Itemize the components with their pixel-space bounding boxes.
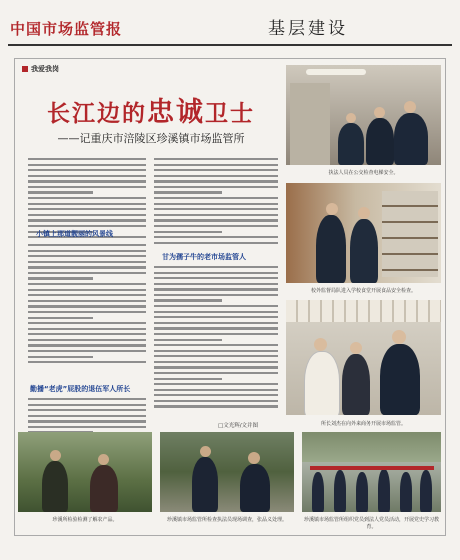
- text-line: [28, 186, 146, 188]
- text-line: [154, 214, 278, 216]
- text-line: [28, 317, 93, 319]
- caption-2: 校外监督局队进入学校食堂开展食品安全检查。: [310, 288, 416, 294]
- text-line: [28, 409, 146, 411]
- text-line: [154, 208, 278, 210]
- text-line: [28, 158, 146, 160]
- text-line: [154, 305, 278, 307]
- text-line: [154, 339, 222, 341]
- caption-5: 珍溪镇市场监管所检查执法员现场调查，张品义处理。: [166, 517, 287, 523]
- text-line: [28, 283, 146, 285]
- text-line: [154, 383, 278, 385]
- text-line: [28, 289, 146, 291]
- column-tag-label: 我爱我岗: [31, 65, 59, 73]
- byline: □文光辉/文并图: [218, 423, 259, 429]
- text-line: [28, 305, 146, 307]
- text-line: [154, 322, 278, 324]
- body-text-col2-b: [154, 266, 278, 408]
- text-line: [28, 356, 93, 358]
- photo-canteen-inspection: [286, 183, 441, 283]
- section-title: 基层建设: [268, 19, 348, 39]
- text-line: [154, 288, 278, 290]
- text-line: [28, 322, 146, 324]
- column-tag: [22, 64, 59, 74]
- text-line: [154, 350, 278, 352]
- text-line: [28, 398, 146, 400]
- photo-director-market: [286, 300, 441, 415]
- headline-pre: 长江边的: [47, 100, 147, 127]
- text-line: [154, 164, 278, 166]
- text-line: [28, 300, 146, 302]
- body-text-col2-a: [154, 158, 278, 244]
- photo-party-activity: [302, 432, 441, 512]
- text-line: [154, 361, 278, 363]
- text-line: [154, 225, 278, 227]
- text-line: [28, 339, 146, 341]
- text-line: [28, 361, 146, 363]
- text-line: [28, 272, 146, 274]
- text-line: [28, 225, 146, 227]
- text-line: [28, 426, 146, 428]
- text-line: [154, 378, 222, 380]
- text-line: [28, 197, 146, 199]
- text-line: [154, 294, 278, 296]
- headline: [20, 90, 282, 129]
- body-text-col1-a: [28, 158, 146, 238]
- text-line: [154, 203, 278, 205]
- subhead-3: 勤播“老虎”屁股的退伍军人所长: [30, 385, 131, 393]
- text-line: [28, 219, 146, 221]
- text-line: [154, 355, 278, 357]
- text-line: [154, 242, 278, 244]
- text-line: [28, 208, 146, 210]
- text-line: [154, 236, 278, 238]
- caption-3: 所长刘杰在向外来商务开展市场监管。: [320, 421, 406, 427]
- text-line: [154, 231, 222, 233]
- text-line: [154, 366, 278, 368]
- photo-elevator-inspection: [286, 65, 441, 165]
- text-line: [154, 180, 278, 182]
- text-line: [28, 244, 146, 246]
- text-line: [28, 175, 146, 177]
- headline-post: 卫士: [205, 100, 255, 127]
- text-line: [154, 186, 278, 188]
- text-line: [28, 344, 146, 346]
- text-line: [154, 299, 222, 301]
- body-text-col1-b: [28, 244, 146, 363]
- text-line: [28, 333, 146, 335]
- text-line: [154, 283, 278, 285]
- text-line: [154, 219, 278, 221]
- text-line: [28, 420, 146, 422]
- text-line: [28, 311, 146, 313]
- text-line: [28, 250, 146, 252]
- text-line: [154, 344, 278, 346]
- caption-4: 珍溪所检验检测了解农产品。: [52, 517, 118, 523]
- caption-1: 执法人员在公交检查电梯安全。: [328, 170, 399, 176]
- text-line: [28, 214, 146, 216]
- text-line: [154, 311, 278, 313]
- header-rule: [8, 44, 452, 46]
- text-line: [28, 191, 93, 193]
- text-line: [154, 394, 278, 396]
- text-line: [28, 164, 146, 166]
- text-line: [28, 328, 146, 330]
- subhead-1: 小镇上那道靓丽的风景线: [36, 230, 113, 238]
- text-line: [28, 415, 146, 417]
- text-line: [154, 175, 278, 177]
- text-line: [154, 277, 278, 279]
- text-line: [154, 272, 278, 274]
- text-line: [154, 405, 278, 407]
- text-line: [28, 261, 146, 263]
- subhead-2: 甘为孺子牛的老市场监管人: [162, 253, 246, 261]
- text-line: [154, 266, 278, 268]
- photo-tea-garden: [18, 432, 152, 512]
- text-line: [28, 294, 146, 296]
- text-line: [154, 372, 278, 374]
- masthead: 中国市场监管报: [10, 20, 123, 38]
- headline-highlight: 忠诚: [147, 97, 205, 128]
- text-line: [154, 333, 278, 335]
- photo-field-investigation: [160, 432, 294, 512]
- subheadline: ——记重庆市涪陵区珍溪镇市场监管所: [57, 132, 245, 145]
- text-line: [28, 404, 146, 406]
- text-line: [28, 203, 146, 205]
- text-line: [154, 327, 278, 329]
- text-line: [154, 389, 278, 391]
- text-line: [28, 266, 146, 268]
- text-line: [154, 169, 278, 171]
- text-line: [154, 191, 222, 193]
- text-line: [28, 277, 93, 279]
- tag-square-icon: [22, 66, 28, 72]
- caption-6: 珍溪镇市场监管所组织党员到法人党员活动，开展党史学习教育。: [303, 517, 439, 530]
- text-line: [154, 316, 278, 318]
- text-line: [154, 158, 278, 160]
- text-line: [28, 350, 146, 352]
- text-line: [154, 197, 278, 199]
- text-line: [154, 400, 278, 402]
- text-line: [28, 180, 146, 182]
- text-line: [28, 169, 146, 171]
- text-line: [28, 255, 146, 257]
